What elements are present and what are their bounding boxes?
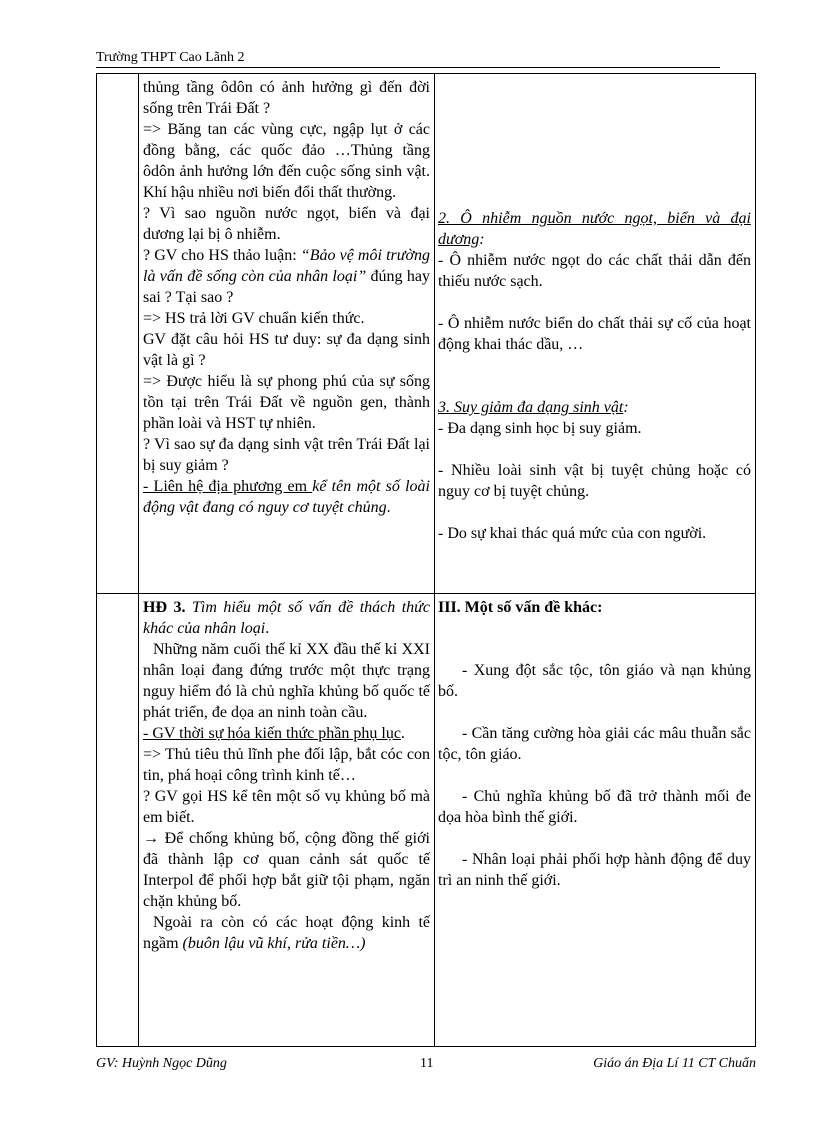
text-line: => HS trả lời GV chuẩn kiến thức. — [143, 310, 365, 327]
row1-activities — [143, 77, 430, 518]
text-line: => Thủ tiêu thủ lĩnh phe đối lập, bắt cóc con tin, phá hoại công trình kinh tế… — [143, 746, 430, 784]
section-3-heading: 3. Suy giảm đa dạng sinh vật: — [438, 399, 629, 416]
text-line: Những năm cuối thế kỉ XX đầu thế kỉ XXI nhân loại đang đứng trước một thực trạng nguy hiểm đó là chủ nghĩa khủng bố quốc tế phát triển, đe dọa an ninh toàn cầu. — [143, 641, 430, 721]
row2-activities — [143, 597, 430, 954]
content-point: - Ô nhiễm nước ngọt do các chất thải dẫn đến thiếu nước sạch. — [438, 252, 751, 290]
text-line: Ngoài ra còn có các hoạt động kinh tế ngầm (buôn lậu vũ khí, rửa tiền…) — [143, 914, 430, 952]
text-line: → Để chống khủng bố, cộng đồng thế giới đã thành lập cơ quan cảnh sát quốc tế Interpol để phối hợp bắt giữ tội phạm, ngăn chặn khủng bố. — [143, 830, 430, 910]
text-line: GV đặt câu hỏi HS tư duy: sự đa dạng sinh vật là gì ? — [143, 331, 430, 369]
discussion-question: ? GV cho HS thảo luận: “Bảo vệ môi trường là vấn đề sống còn của nhân loại” đúng hay sai ? Tại sao ? — [143, 247, 431, 306]
text-line: => Được hiểu là sự phong phú của sự sống tồn tại trên Trái Đất về nguồn gen, thành phần loài và HST tự nhiên. — [143, 373, 430, 432]
column-divider-1 — [138, 74, 139, 1046]
content-point: - Ô nhiễm nước biển do chất thải sự cố của hoạt động khai thác dầu, … — [438, 315, 751, 353]
page-footer — [96, 1056, 756, 1076]
teacher-note: - GV thời sự hóa kiến thức phần phụ lục. — [143, 725, 405, 742]
content-point: - Nhiều loài sinh vật bị tuyệt chủng hoặc có nguy cơ bị tuyệt chủng. — [438, 462, 751, 500]
activity-heading: HĐ 3. Tìm hiểu một số vấn đề thách thức khác của nhân loại. — [143, 599, 431, 637]
content-point: - Chủ nghĩa khủng bố đã trở thành mối đe dọa hòa bình thế giới. — [438, 788, 751, 826]
content-point: - Cần tăng cường hòa giải các mâu thuẫn sắc tộc, tôn giáo. — [438, 725, 751, 763]
content-point: - Xung đột sắc tộc, tôn giáo và nạn khủng bố. — [438, 662, 751, 700]
document-title: Giáo án Địa Lí 11 CT Chuẩn — [593, 1056, 756, 1071]
text-line: ? GV gọi HS kể tên một số vụ khủng bố mà em biết. — [143, 788, 430, 826]
content-point: - Do sự khai thác quá mức của con người. — [438, 525, 707, 542]
content-point: - Đa dạng sinh học bị suy giảm. — [438, 420, 642, 437]
row2-content — [438, 597, 751, 891]
column-divider-2 — [434, 74, 435, 1046]
page-number: 11 — [420, 1056, 434, 1071]
teacher-name: GV: Huỳnh Ngọc Dũng — [96, 1056, 227, 1071]
content-point: - Nhân loại phải phối hợp hành động để duy trì an ninh thế giới. — [438, 851, 751, 889]
section-III-heading: III. Một số vấn đề khác: — [438, 599, 603, 616]
school-name: Trường THPT Cao Lãnh 2 — [96, 50, 245, 65]
local-connection: - Liên hệ địa phương em kể tên một số loài động vật đang có nguy cơ tuyệt chủng. — [143, 478, 430, 516]
lesson-table — [96, 73, 756, 1047]
row1-content — [438, 208, 751, 544]
text-line: thủng tầng ôdôn có ảnh hưởng gì đến đời sống trên Trái Đất ? — [143, 79, 430, 117]
text-line: => Băng tan các vùng cực, ngập lụt ở các đồng bằng, các quốc đảo …Thủng tầng ôdôn ảnh hưởng lớn đến cuộc sống sinh vật. Khí hậu nhiều nơi biến đổi thất thường. — [143, 121, 430, 201]
row-divider — [97, 593, 755, 594]
section-2-heading: 2. Ô nhiễm nguồn nước ngọt, biển và đại dương: — [438, 210, 751, 248]
text-line: ? Vì sao nguồn nước ngọt, biển và đại dương lại bị ô nhiễm. — [143, 205, 430, 243]
page-header — [96, 50, 720, 68]
text-line: ? Vì sao sự đa dạng sinh vật trên Trái Đất lại bị suy giảm ? — [143, 436, 430, 474]
